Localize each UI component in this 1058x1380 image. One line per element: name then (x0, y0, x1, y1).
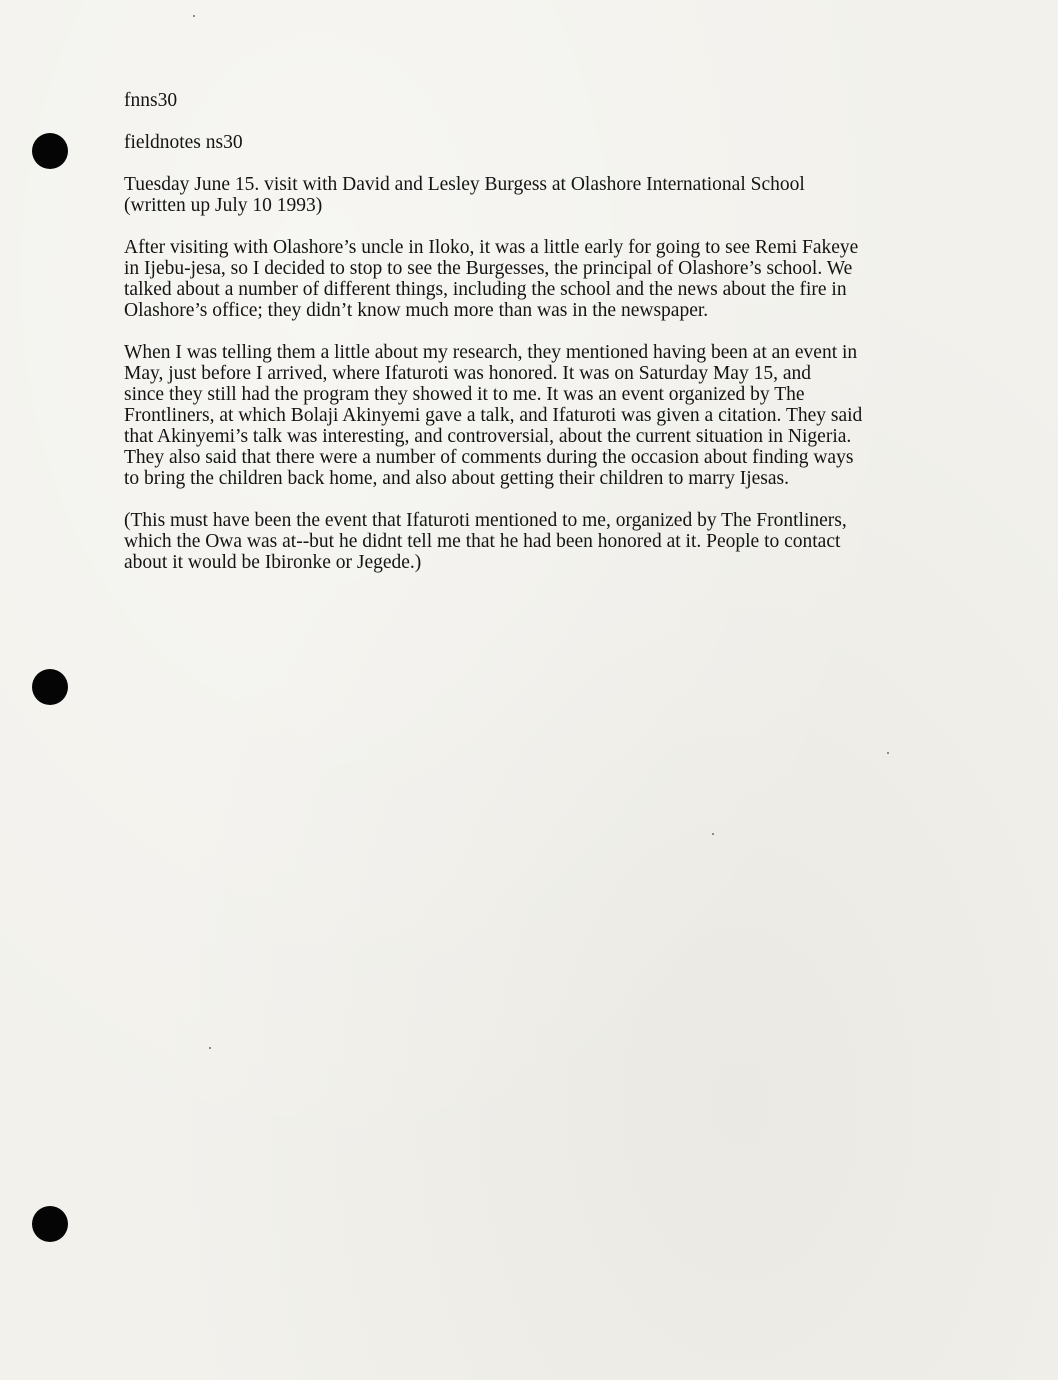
paragraph-line: (This must have been the event that Ifaturoti mentioned to me, organized by The Frontliners, (124, 510, 847, 531)
paragraph-line: Frontliners, at which Bolaji Akinyemi gave a talk, and Ifaturoti was given a citation. They said (124, 405, 863, 426)
paragraph-line: After visiting with Olashore’s uncle in Iloko, it was a little early for going to see Remi Fakeye (124, 237, 859, 258)
entry-heading (124, 174, 954, 216)
paragraph-line: They also said that there were a number of comments during the occasion about finding ways (124, 447, 854, 468)
paragraph-line: May, just before I arrived, where Ifaturoti was honored. It was on Saturday May 15, and (124, 363, 811, 384)
paragraph-line: When I was telling them a little about my research, they mentioned having been at an event in (124, 342, 858, 363)
punch-hole-middle (32, 669, 68, 705)
heading-line: (written up July 10 1993) (124, 195, 323, 216)
paragraph-line: Olashore’s office; they didn’t know much more than was in the newspaper. (124, 300, 709, 321)
document-body (124, 90, 954, 594)
paragraph-line: since they still had the program they showed it to me. It was an event organized by The (124, 384, 805, 405)
paper-speck (209, 1047, 211, 1049)
punch-hole-top (32, 133, 68, 169)
paragraph-line: talked about a number of different things, including the school and the news about the fire in (124, 279, 847, 300)
paragraph-line: that Akinyemi’s talk was interesting, and controversial, about the current situation in Nigeria. (124, 426, 852, 447)
paragraph-event (124, 342, 954, 489)
paper-speck (887, 752, 889, 754)
paragraph-line: to bring the children back home, and also about getting their children to marry Ijesas. (124, 468, 789, 489)
paragraph-line: about it would be Ibironke or Jegede.) (124, 552, 422, 573)
paragraph-note (124, 510, 954, 573)
document-id: fnns30 (124, 90, 178, 111)
heading-line: Tuesday June 15. visit with David and Lesley Burgess at Olashore International School (124, 174, 805, 195)
paragraph-line: which the Owa was at--but he didnt tell me that he had been honored at it. People to contact (124, 531, 841, 552)
paragraph-visit (124, 237, 954, 321)
document-subtitle: fieldnotes ns30 (124, 132, 243, 153)
punch-hole-bottom (32, 1206, 68, 1242)
paper-speck (712, 833, 714, 835)
paper-speck (193, 15, 195, 17)
paragraph-line: in Ijebu-jesa, so I decided to stop to see the Burgesses, the principal of Olashore’s school. We (124, 258, 853, 279)
